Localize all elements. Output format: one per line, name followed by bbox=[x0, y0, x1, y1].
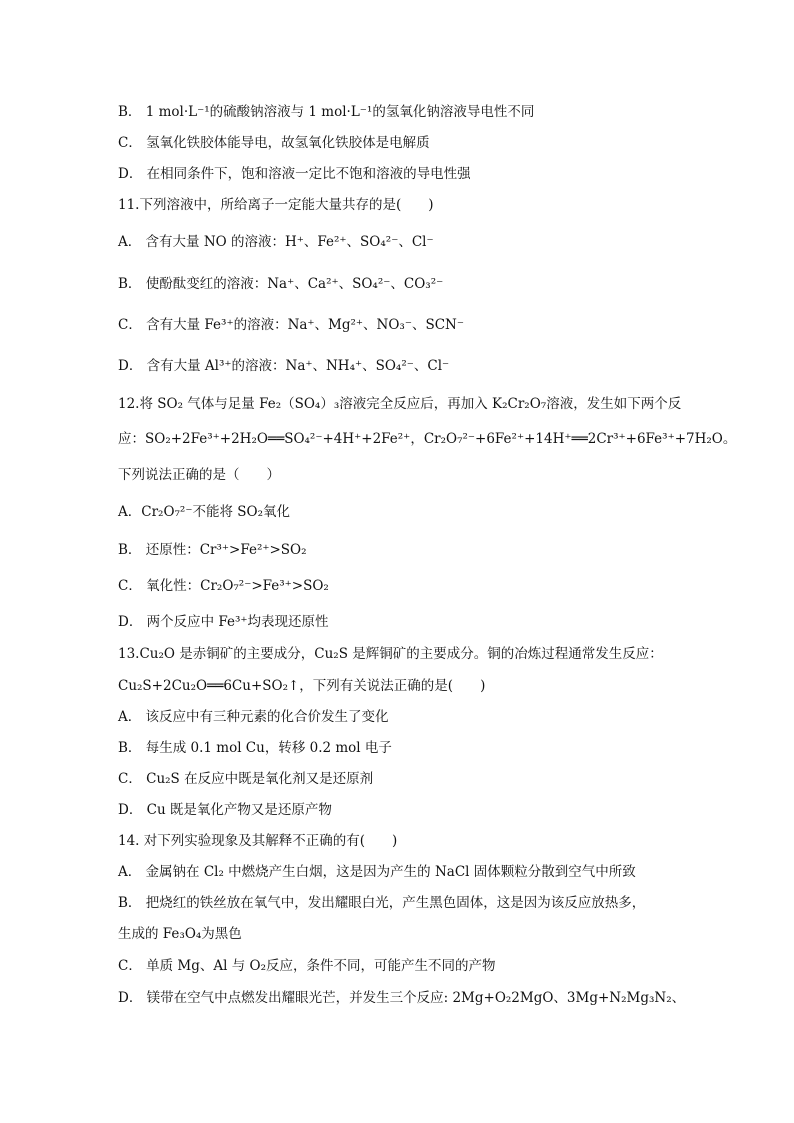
text-line bbox=[118, 541, 698, 559]
text-line bbox=[118, 645, 698, 663]
text-line bbox=[118, 233, 698, 251]
text-line bbox=[118, 801, 698, 819]
text-line bbox=[118, 613, 698, 631]
text-line-content: B． 每生成 0.1 mol Cu，转移 0.2 mol 电子 bbox=[118, 740, 392, 756]
text-line bbox=[118, 357, 698, 375]
text-line bbox=[118, 770, 698, 788]
text-line-content: D． 镁带在空气中点燃发出耀眼光芒，并发生三个反应: 2Mg+O₂2MgO、3Mg+N₂Mg₃N₂、 bbox=[118, 990, 686, 1006]
text-line-content: A． 该反应中有三种元素的化合价发生了变化 bbox=[118, 709, 389, 725]
text-line-content: 11.下列溶液中，所给离子一定能大量共存的是( ) bbox=[118, 197, 434, 213]
text-line bbox=[118, 677, 698, 695]
text-line bbox=[118, 134, 698, 152]
text-line-content: 12.将 SO₂ 气体与足量 Fe₂（SO₄）₃溶液完全反应后，再加入 K₂Cr₂O₇溶液，发生如下两个反 bbox=[118, 396, 682, 412]
text-line-content: C． 氧化性：Cr₂O₇²⁻>Fe³⁺>SO₂ bbox=[118, 578, 329, 594]
text-line bbox=[118, 395, 698, 413]
text-line bbox=[118, 316, 698, 334]
text-line-content: B． 使酚酞变红的溶液：Na⁺、Ca²⁺、SO₄²⁻、CO₃²⁻ bbox=[118, 276, 444, 292]
text-line bbox=[118, 165, 698, 183]
text-line bbox=[118, 708, 698, 726]
text-line-content: 13.Cu₂O 是赤铜矿的主要成分，Cu₂S 是辉铜矿的主要成分。铜的冶炼过程通常发生反应： bbox=[118, 646, 663, 662]
text-line-content: A．Cr₂O₇²⁻不能将 SO₂氧化 bbox=[118, 504, 290, 520]
text-line-content: B． 把烧红的铁丝放在氧气中，发出耀眼白光，产生黑色固体，这是因为该反应放热多， bbox=[118, 895, 646, 911]
text-line-content: A． 金属钠在 Cl₂ 中燃烧产生白烟，这是因为产生的 NaCl 固体颗粒分散到空气中所致 bbox=[118, 864, 636, 880]
text-line-content: C． 单质 Mg、Al 与 O₂反应，条件不同，可能产生不同的产物 bbox=[118, 958, 496, 974]
text-line-content: D． 两个反应中 Fe³⁺均表现还原性 bbox=[118, 614, 329, 630]
text-line bbox=[118, 925, 698, 943]
text-line bbox=[118, 989, 698, 1007]
text-line-content: A． 含有大量 NO 的溶液：H⁺、Fe²⁺、SO₄²⁻、Cl⁻ bbox=[118, 234, 434, 250]
text-line-content: D． 在相同条件下，饱和溶液一定比不饱和溶液的导电性强 bbox=[118, 166, 471, 182]
text-line bbox=[118, 894, 698, 912]
text-line-content: C． 氢氧化铁胶体能导电，故氢氧化铁胶体是电解质 bbox=[118, 135, 430, 151]
text-line-content: 应：SO₂+2Fe³⁺+2H₂O══SO₄²⁻+4H⁺+2Fe²⁺，Cr₂O₇²⁻+6Fe²⁺+14H⁺══2Cr³⁺+6Fe³⁺+7H₂O。 bbox=[118, 431, 737, 447]
text-line-content: D． Cu 既是氧化产物又是还原产物 bbox=[118, 802, 332, 818]
text-line-content: B． 还原性：Cr³⁺>Fe²⁺>SO₂ bbox=[118, 542, 307, 558]
text-line-content: 下列说法正确的是（ ） bbox=[118, 467, 280, 483]
text-line bbox=[118, 863, 698, 881]
text-line bbox=[118, 275, 698, 293]
text-line bbox=[118, 430, 737, 448]
text-line-content: B． 1 mol·L⁻¹的硫酸钠溶液与 1 mol·L⁻¹的氢氧化钠溶液导电性不同 bbox=[118, 104, 535, 120]
text-line bbox=[118, 103, 698, 121]
text-line bbox=[118, 832, 698, 850]
text-line bbox=[118, 503, 698, 521]
text-line bbox=[118, 196, 698, 214]
text-line bbox=[118, 739, 698, 757]
text-line-content: 生成的 Fe₃O₄为黑色 bbox=[118, 926, 242, 942]
text-line-content: 14. 对下列实验现象及其解释不正确的有( ) bbox=[118, 833, 398, 849]
text-line bbox=[118, 957, 698, 975]
text-line-content: C． Cu₂S 在反应中既是氧化剂又是还原剂 bbox=[118, 771, 374, 787]
text-line-content: Cu₂S+2Cu₂O══6Cu+SO₂↑，下列有关说法正确的是( ) bbox=[118, 678, 486, 694]
text-line bbox=[118, 577, 698, 595]
text-line-content: D． 含有大量 Al³⁺的溶液：Na⁺、NH₄⁺、SO₄²⁻、Cl⁻ bbox=[118, 358, 450, 374]
text-line bbox=[118, 466, 698, 484]
text-line-content: C． 含有大量 Fe³⁺的溶液：Na⁺、Mg²⁺、NO₃⁻、SCN⁻ bbox=[118, 317, 464, 333]
